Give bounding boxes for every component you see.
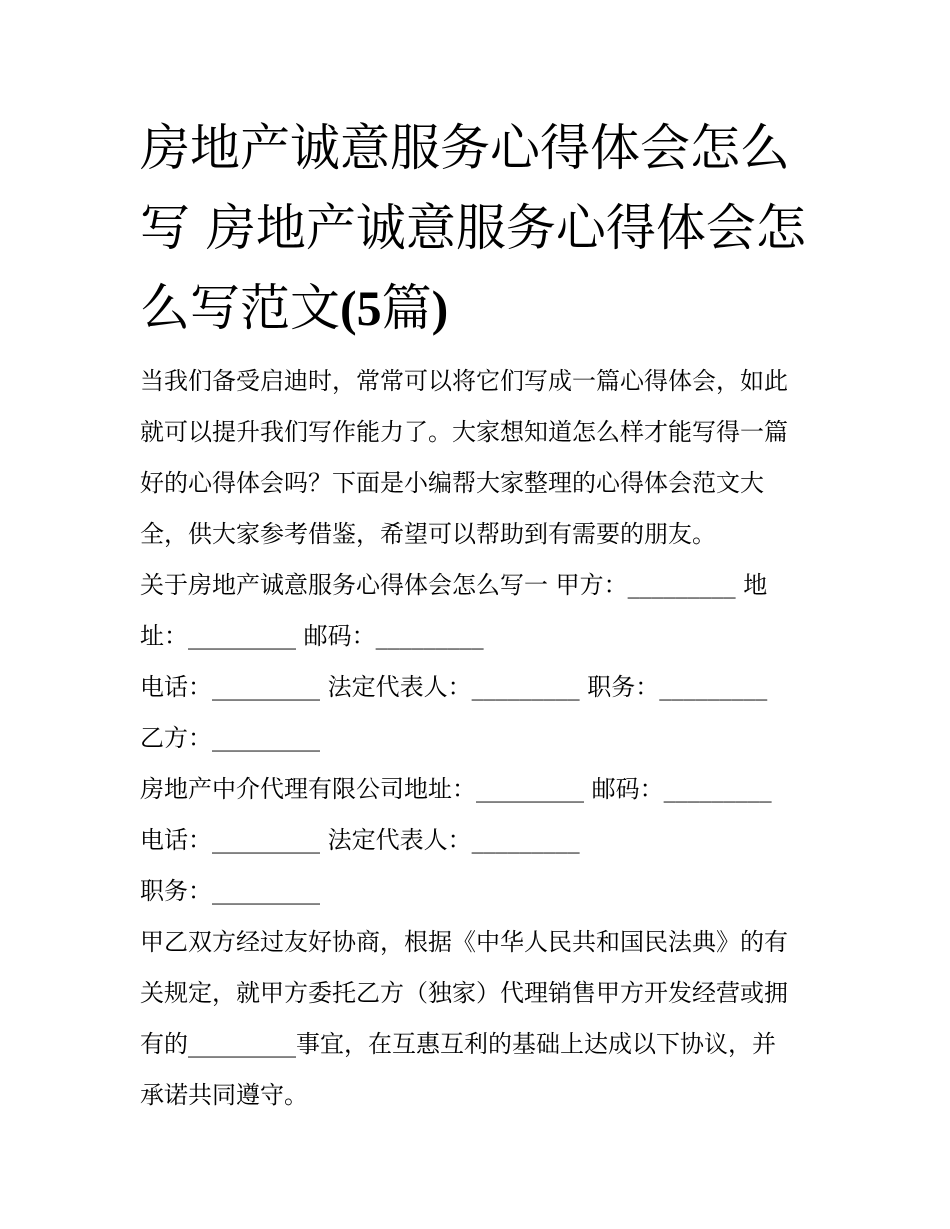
- contract-line-3: 电话：_________ 法定代表人：_________ 职务：_________: [140, 673, 768, 701]
- title-line-3: [140, 268, 820, 348]
- agreement-line-1: 甲乙双方经过友好协商，根据《中华人民共和国民法典》的有: [140, 928, 788, 956]
- title-line-3-unit: 篇: [381, 279, 432, 337]
- intro-line-4: 全，供大家参考借鉴，希望可以帮助到有需要的朋友。: [140, 520, 716, 548]
- title-line-3-count: (5: [340, 280, 382, 336]
- agreement-line-2: 关规定，就甲方委托乙方（独家）代理销售甲方开发经营或拥: [140, 979, 788, 1007]
- intro-line-3: 好的心得体会吗？下面是小编帮大家整理的心得体会范文大: [140, 469, 764, 497]
- agreement-line-4: 承诺共同遵守。: [140, 1081, 308, 1109]
- contract-line-4: 乙方：_________: [140, 724, 320, 752]
- intro-line-2: 就可以提升我们写作能力了。大家想知道怎么样才能写得一篇: [140, 418, 788, 446]
- intro-line-1: 当我们备受启迪时，常常可以将它们写成一篇心得体会，如此: [140, 367, 788, 395]
- agreement-line-3: 有的_________事宜，在互惠互利的基础上达成以下协议，并: [140, 1030, 776, 1058]
- title-line-3-close: ): [431, 280, 449, 336]
- contract-line-7: 职务：_________: [140, 877, 320, 905]
- title-line-2: 写 房地产诚意服务心得体会怎: [140, 199, 806, 257]
- title-line-1: 房地产诚意服务心得体会怎么: [140, 119, 790, 177]
- title-line-3-prefix: 么写范文: [140, 279, 340, 337]
- document-body: [140, 356, 820, 1121]
- document-title: [140, 108, 820, 348]
- contract-line-2: 址：_________ 邮码：_________: [140, 622, 484, 650]
- contract-line-1: 关于房地产诚意服务心得体会怎么写一 甲方：_________ 地: [140, 571, 768, 599]
- contract-line-6: 电话：_________ 法定代表人：_________: [140, 826, 580, 854]
- contract-line-5: 房地产中介代理有限公司地址：_________ 邮码：_________: [140, 775, 772, 803]
